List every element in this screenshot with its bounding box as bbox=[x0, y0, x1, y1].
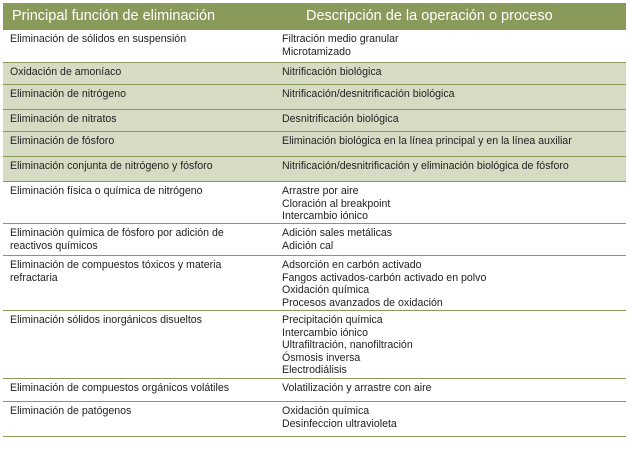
header-process: Descripción de la operación o proceso bbox=[306, 8, 553, 24]
process-item: Adsorción en carbón activado bbox=[282, 259, 422, 271]
table-row bbox=[3, 223, 626, 255]
table-row bbox=[3, 378, 626, 401]
cell-function: Eliminación de compuestos tóxicos y materia refractaria bbox=[10, 259, 222, 284]
table-row bbox=[3, 310, 626, 378]
process-item: Microtamizado bbox=[282, 45, 351, 58]
table-row bbox=[3, 131, 626, 156]
process-item: Cloración al breakpoint bbox=[282, 197, 391, 210]
cell-processes bbox=[273, 132, 626, 156]
process-item: Adición cal bbox=[282, 239, 334, 252]
table-row bbox=[3, 84, 626, 109]
cell-processes bbox=[273, 379, 626, 401]
process-item: Fangos activados-carbón activado en polvo bbox=[282, 271, 487, 284]
process-item: Precipitación química bbox=[282, 314, 383, 326]
cell-processes bbox=[273, 182, 626, 223]
cell-processes bbox=[273, 85, 626, 109]
table-body bbox=[3, 29, 626, 436]
process-item: Desnitrificación biológica bbox=[282, 113, 399, 125]
cell-function: Oxidación de amoníaco bbox=[10, 66, 122, 78]
process-item: Procesos avanzados de oxidación bbox=[282, 296, 443, 309]
process-item: Filtración medio granular bbox=[282, 33, 399, 45]
process-item: Intercambio iónico bbox=[282, 326, 368, 339]
cell-function: Eliminación de nitrógeno bbox=[10, 88, 127, 100]
cell-function: Eliminación física o química de nitrógeno bbox=[10, 185, 203, 197]
table-row bbox=[3, 255, 626, 310]
cell-processes bbox=[273, 256, 626, 310]
table-bottom-rule bbox=[3, 436, 626, 437]
cell-function: Eliminación química de fósforo por adición de reactivos químicos bbox=[10, 227, 224, 252]
cell-function: Eliminación de fósforo bbox=[10, 135, 115, 147]
cell-function: Eliminación de sólidos en suspensión bbox=[10, 33, 187, 45]
cell-processes bbox=[273, 63, 626, 84]
cell-processes bbox=[273, 311, 626, 378]
cell-processes bbox=[273, 157, 626, 181]
cell-function: Eliminación de patógenos bbox=[10, 405, 132, 417]
process-item: Adición sales metálicas bbox=[282, 227, 393, 239]
cell-processes bbox=[273, 30, 626, 62]
process-table bbox=[3, 3, 626, 437]
process-item: Arrastre por aire bbox=[282, 185, 359, 197]
table-row bbox=[3, 29, 626, 62]
table-row bbox=[3, 156, 626, 181]
process-item: Intercambio iónico bbox=[282, 210, 368, 223]
process-item: Nitrificación/desnitrificación y eliminación biológica de fósforo bbox=[282, 160, 569, 172]
cell-processes bbox=[273, 110, 626, 131]
process-item: Nitrificación biológica bbox=[282, 66, 382, 78]
table-row bbox=[3, 62, 626, 84]
cell-processes bbox=[273, 224, 626, 255]
process-item: Ultrafiltración, nanofiltración bbox=[282, 339, 413, 352]
table-row bbox=[3, 181, 626, 223]
header-function: Principal función de eliminación bbox=[12, 8, 216, 24]
table-row bbox=[3, 401, 626, 436]
process-item: Desinfeccion ultravioleta bbox=[282, 417, 397, 430]
process-item: Electrodiálisis bbox=[282, 364, 347, 377]
cell-function: Eliminación sólidos inorgánicos disueltos bbox=[10, 314, 202, 326]
process-item: Ósmosis inversa bbox=[282, 351, 361, 364]
cell-processes bbox=[273, 402, 626, 436]
cell-function: Eliminación de compuestos orgánicos volátiles bbox=[10, 382, 230, 394]
cell-function: Eliminación conjunta de nitrógeno y fósforo bbox=[10, 160, 213, 172]
process-item: Oxidación química bbox=[282, 284, 370, 297]
process-item: Nitrificación/desnitrificación biológica bbox=[282, 88, 455, 100]
table-header bbox=[3, 3, 626, 29]
table-row bbox=[3, 109, 626, 131]
cell-function: Eliminación de nitratos bbox=[10, 113, 117, 125]
process-item: Eliminación biológica en la línea principal y en la línea auxiliar bbox=[282, 135, 572, 147]
process-item: Oxidación química bbox=[282, 405, 370, 417]
process-item: Volatilización y arrastre con aire bbox=[282, 382, 432, 394]
